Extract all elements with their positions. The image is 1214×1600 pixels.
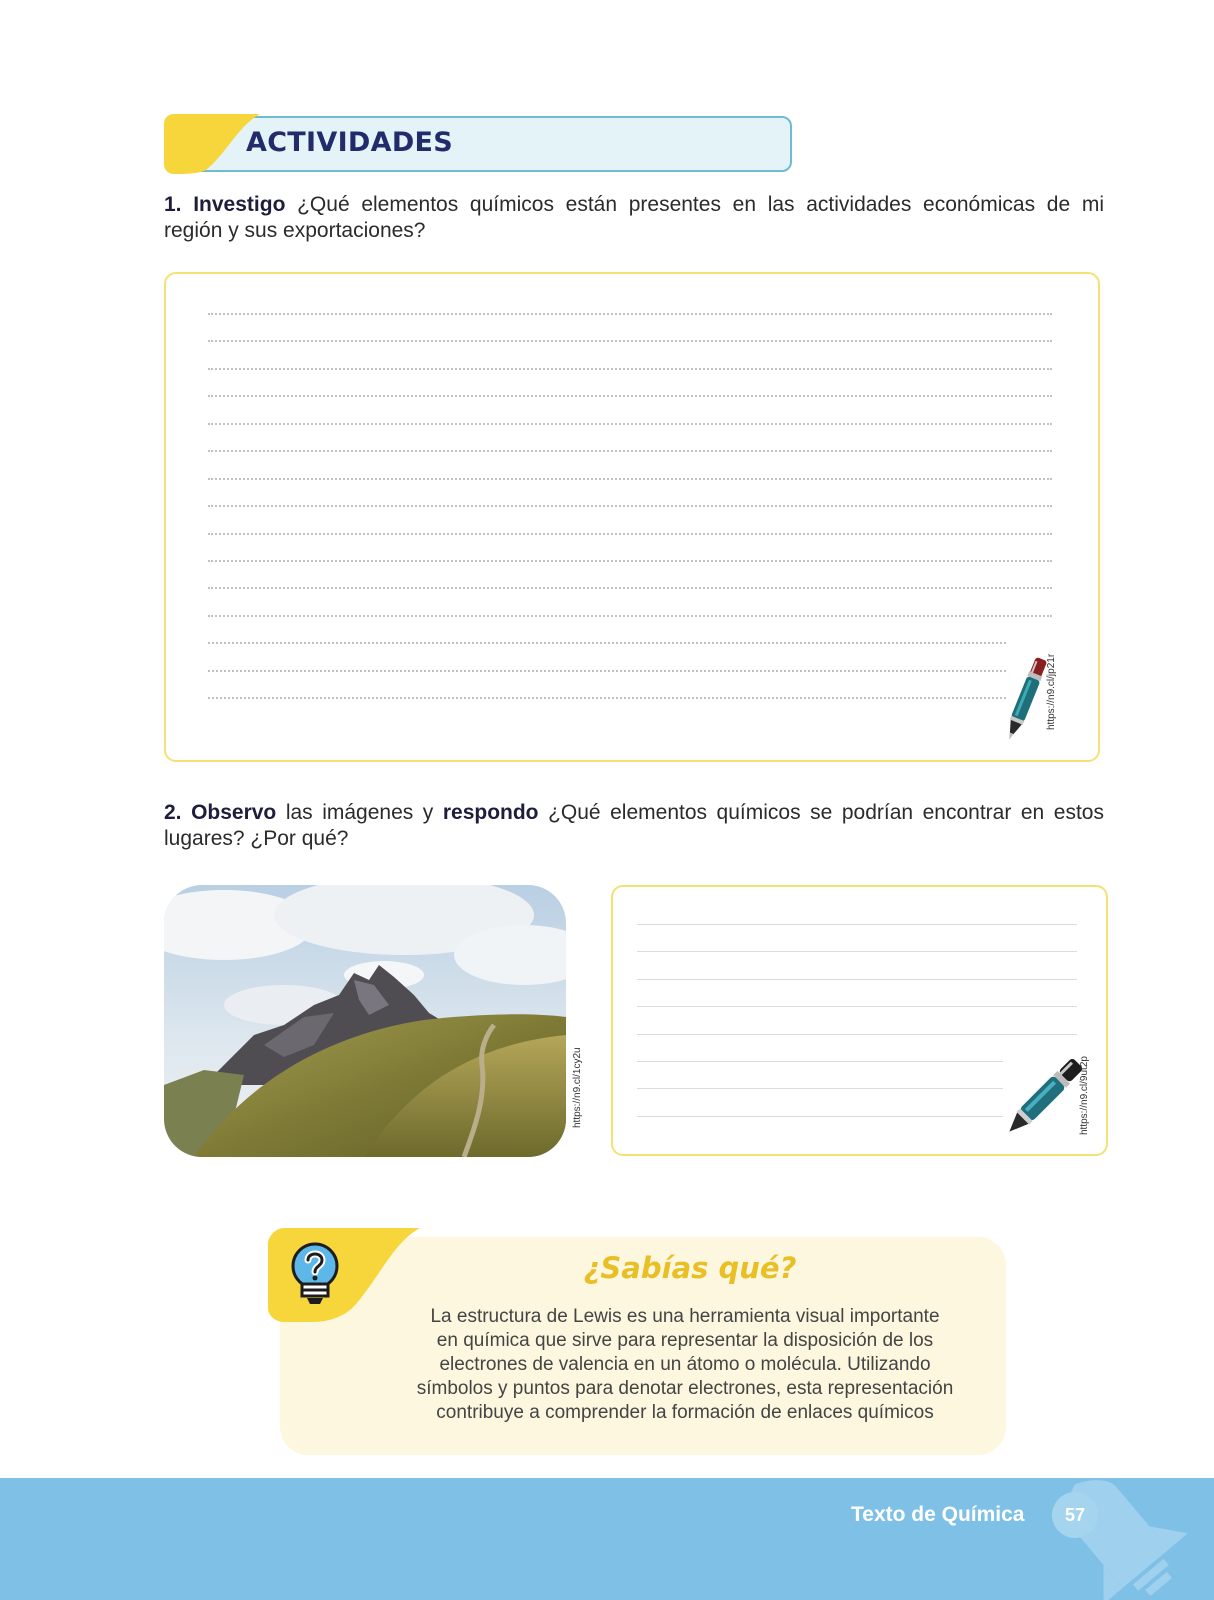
question-1-text-1: ¿Qué elementos químicos están presentes en las actividades económicas de mi [297, 193, 1104, 216]
answer-line [637, 1116, 1003, 1117]
sabias-que-text [405, 1305, 965, 1425]
answer-line [208, 450, 1052, 452]
question-2-text-2: lugares? ¿Por qué? [164, 827, 349, 850]
answer-line [637, 924, 1077, 925]
answer-line [637, 1006, 1077, 1007]
sabias-que-line: electrones de valencia en un átomo o molécula. Utilizando [439, 1354, 931, 1375]
question-2-line-1 [164, 800, 1104, 826]
page-number: 57 [1052, 1492, 1098, 1538]
answer-line [208, 395, 1052, 397]
answer-line [208, 587, 1052, 589]
sabias-que-line: símbolos y puntos para denotar electrones, esta representación [416, 1378, 954, 1399]
answer-line [637, 1034, 1077, 1035]
question-2-keyword-respondo: respondo [442, 801, 539, 824]
answer-line [637, 979, 1077, 980]
pen-image-credit: https://n9.cl/9ut2p [1079, 1056, 1090, 1135]
answer-line [637, 1088, 1003, 1089]
answer-line [208, 670, 1006, 672]
question-1-keyword: Investigo [193, 193, 286, 216]
answer-line [208, 478, 1052, 480]
question-1-text-2: región y sus exportaciones? [164, 219, 426, 242]
mountain-photo [164, 885, 566, 1157]
sabias-que-line: contribuye a comprender la formación de enlaces químicos [436, 1402, 934, 1423]
book-title: Texto de Química [851, 1503, 1025, 1526]
question-2-text-1: ¿Qué elementos químicos se podrían encontrar en estos [548, 801, 1104, 824]
question-1-line-1 [164, 192, 1104, 218]
answer-line [208, 615, 1052, 617]
page-footer [0, 1478, 1214, 1600]
sabias-que-line: La estructura de Lewis es una herramienta visual importante [430, 1306, 940, 1327]
pen-image-credit: https://n9.cl/jp21r [1046, 653, 1057, 730]
pen-icon [999, 1047, 1089, 1147]
question-1 [164, 192, 1104, 244]
answer-line [208, 340, 1052, 342]
sabias-que-line: en química que sirve para representar la disposición de los [436, 1330, 934, 1351]
question-2 [164, 800, 1104, 852]
activities-title: ACTIVIDADES [246, 127, 454, 158]
answer-line [208, 423, 1052, 425]
answer-line [637, 951, 1077, 952]
answer-box-1[interactable] [164, 272, 1100, 762]
answer-line [208, 368, 1052, 370]
pen-icon [1002, 650, 1050, 746]
question-2-mid: las imágenes y [285, 801, 434, 824]
question-2-number: 2. [164, 801, 182, 824]
answer-line [208, 697, 1006, 699]
answer-line [208, 642, 1006, 644]
photo-credit: https://n9.cl/1cy2u [572, 1047, 583, 1128]
mountain-illustration [164, 885, 566, 1157]
sabias-que-flag-shape [268, 1228, 428, 1324]
question-1-number: 1. [164, 193, 182, 216]
activities-banner [164, 114, 792, 174]
rocket-icon [1020, 1478, 1214, 1600]
answer-line [208, 533, 1052, 535]
answer-line [208, 313, 1052, 315]
question-2-keyword-observo: Observo [191, 801, 277, 824]
sabias-que-title: ¿Sabías qué? [583, 1251, 797, 1285]
answer-box-2[interactable] [611, 885, 1108, 1156]
answer-line [208, 560, 1052, 562]
answer-line [637, 1061, 1003, 1062]
answer-line [208, 505, 1052, 507]
